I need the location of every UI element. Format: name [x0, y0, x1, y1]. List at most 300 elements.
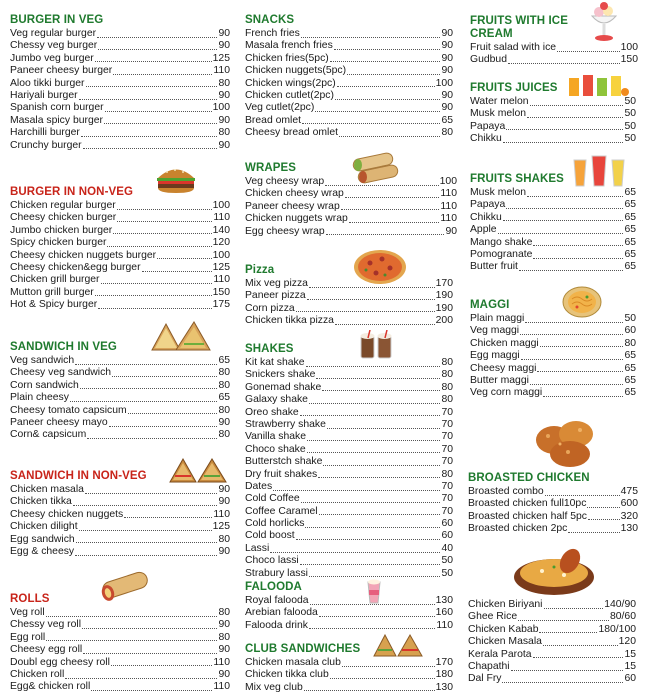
menu-item	[470, 121, 636, 133]
item-name: Falooda drink	[245, 619, 308, 631]
dot-leader	[95, 61, 212, 62]
dot-leader	[587, 507, 619, 508]
section-maggi	[470, 299, 636, 400]
item-price: 80	[441, 468, 453, 480]
item-price: 90	[441, 52, 453, 64]
item-name: Masala french fries	[245, 40, 333, 52]
item-price: 80	[441, 127, 453, 139]
item-price: 65	[624, 224, 636, 236]
item-name: Kit kat shake	[245, 357, 305, 368]
dot-leader	[334, 49, 441, 50]
menu-item	[470, 224, 636, 236]
item-price: 65	[624, 261, 636, 273]
dot-leader	[319, 514, 441, 515]
item-price: 90	[441, 102, 453, 114]
menu-item	[10, 392, 230, 404]
dot-leader	[315, 111, 440, 112]
dot-leader	[506, 208, 623, 209]
menu-item	[10, 78, 230, 90]
item-list	[245, 28, 453, 140]
dot-leader	[530, 384, 624, 385]
item-price: 110	[440, 213, 457, 225]
item-name: Paneer cheesy mayo	[10, 416, 108, 428]
dot-leader	[533, 245, 623, 246]
dot-leader	[83, 148, 218, 149]
menu-item	[470, 350, 636, 362]
menu-item	[245, 620, 453, 632]
item-price: 475	[620, 486, 638, 497]
item-name: Vanilla shake	[245, 431, 307, 443]
item-price: 110	[213, 65, 230, 77]
item-list	[470, 96, 636, 146]
item-price: 90	[218, 496, 230, 508]
dot-leader	[533, 657, 624, 658]
item-name: Cold Coffee	[245, 493, 300, 505]
burger-icon	[155, 165, 197, 200]
item-name: Crunchy burger	[10, 139, 82, 151]
item-name: Mix veg pizza	[245, 278, 308, 289]
menu-item	[470, 237, 636, 249]
dot-leader	[545, 495, 620, 496]
section-title: SANDWICH IN NON-VEG	[10, 470, 147, 482]
section-title: FALOODA	[245, 581, 302, 593]
item-list	[245, 595, 453, 632]
dot-leader	[304, 690, 435, 691]
item-name: Chicken fries(5pc)	[245, 52, 329, 64]
item-price: 80	[624, 337, 636, 349]
item-price: 65	[218, 355, 230, 366]
item-price: 110	[213, 508, 230, 520]
item-price: 130	[435, 681, 453, 693]
item-price: 110	[440, 188, 457, 200]
dot-leader	[107, 246, 211, 247]
menu-item	[10, 90, 230, 102]
menu-item	[468, 624, 636, 636]
menu-item	[10, 681, 230, 693]
menu-item	[10, 367, 230, 379]
dot-leader	[95, 295, 212, 296]
item-price: 80	[441, 369, 453, 381]
menu-item	[10, 40, 230, 52]
dot-leader	[508, 63, 620, 64]
item-price: 15	[624, 660, 636, 672]
menu-item	[245, 303, 453, 315]
item-name: Oreo shake	[245, 406, 299, 418]
menu-item	[10, 274, 230, 286]
dot-leader	[557, 51, 620, 52]
sundae-icon	[588, 0, 620, 47]
item-name: Mix veg club	[245, 681, 303, 693]
item-name: Doubl egg cheesy roll	[10, 656, 110, 668]
item-name: Veg regular burger	[10, 28, 97, 39]
item-price: 65	[624, 350, 636, 362]
dot-leader	[97, 37, 217, 38]
item-price: 90	[218, 416, 230, 428]
item-name: Musk melon	[470, 187, 527, 198]
menu-item	[10, 237, 230, 249]
dot-leader	[86, 86, 218, 87]
menu-item	[245, 444, 453, 456]
item-price: 190	[435, 290, 453, 302]
falooda-icon	[366, 578, 382, 609]
dot-leader	[568, 532, 619, 533]
item-list	[468, 486, 638, 536]
menu-item	[245, 28, 453, 40]
dot-leader	[527, 196, 623, 197]
menu-item	[10, 380, 230, 392]
item-price: 50	[624, 108, 636, 120]
item-price: 90	[218, 40, 230, 52]
menu-item	[468, 498, 638, 510]
item-name: French fries	[245, 28, 300, 39]
dot-leader	[273, 490, 440, 491]
item-price: 110	[213, 212, 230, 224]
item-list	[470, 187, 636, 274]
menu-item	[10, 225, 230, 237]
dot-leader	[527, 117, 623, 118]
menu-item	[10, 53, 230, 65]
item-price: 60	[441, 530, 453, 542]
item-price: 80	[218, 77, 230, 89]
menu-item	[245, 456, 453, 468]
section-pizza	[245, 264, 453, 328]
dot-leader	[327, 428, 441, 429]
dot-leader	[117, 209, 212, 210]
item-name: Cheesy egg roll	[10, 644, 83, 656]
item-price: 90	[218, 89, 230, 101]
dot-leader	[76, 542, 218, 543]
menu-item	[245, 506, 453, 518]
section-burger-nonveg	[10, 186, 230, 312]
section-title: SHAKES	[245, 343, 294, 355]
item-price: 70	[441, 431, 453, 443]
dot-leader	[347, 74, 440, 75]
item-name: Veg roll	[10, 607, 45, 618]
section-biriyani	[468, 598, 636, 686]
menu-item	[245, 53, 453, 65]
item-price: 80	[218, 533, 230, 545]
item-name: Paneer cheesy burger	[10, 65, 113, 77]
section-title: BURGER IN NON-VEG	[10, 186, 134, 198]
item-name: Chicken tikka pizza	[245, 315, 334, 327]
item-name: Choco lassi	[245, 555, 299, 567]
menu-item	[245, 431, 453, 443]
item-list	[470, 313, 636, 400]
menu-item	[470, 212, 636, 224]
roll-icon	[98, 565, 152, 610]
item-price: 120	[212, 237, 230, 249]
dot-leader	[307, 299, 435, 300]
item-name: Chapathi	[468, 660, 510, 672]
item-price: 125	[212, 521, 230, 533]
dot-leader	[330, 61, 441, 62]
menu-item	[468, 511, 638, 523]
section-title: FRUITS SHAKES	[470, 173, 564, 185]
dot-leader	[318, 477, 440, 478]
item-name: Strabury lassi	[245, 567, 308, 579]
menu-item	[245, 469, 453, 481]
dot-leader	[530, 105, 624, 106]
menu-item	[245, 419, 453, 431]
item-price: 90	[441, 28, 453, 39]
dot-leader	[85, 493, 218, 494]
item-price: 90	[218, 28, 230, 39]
item-price: 180	[435, 669, 453, 681]
item-price: 110	[213, 656, 230, 668]
dot-leader	[300, 415, 441, 416]
item-name: Chicken Biriyani	[468, 599, 543, 610]
item-price: 50	[624, 120, 636, 132]
item-price: 90	[218, 139, 230, 151]
dot-leader	[307, 440, 440, 441]
item-price: 100	[212, 249, 230, 261]
item-name: Spanish corn burger	[10, 102, 104, 114]
menu-item	[245, 518, 453, 530]
dot-leader	[124, 517, 212, 518]
item-price: 60	[624, 673, 636, 685]
dot-leader	[300, 564, 441, 565]
dot-leader	[113, 233, 211, 234]
item-name: Lassi	[245, 542, 270, 554]
item-price: 80	[218, 127, 230, 139]
broasted-chicken-icon	[530, 412, 602, 477]
item-name: Snickers shake	[245, 369, 316, 381]
menu-item	[245, 115, 453, 127]
item-name: Chicken Kabab	[468, 623, 539, 635]
item-name: Masala spicy burger	[10, 114, 103, 126]
section-title: ROLLS	[10, 593, 50, 605]
item-price: 80	[218, 631, 230, 643]
item-name: Chicken tikka	[10, 496, 72, 508]
dot-leader	[540, 346, 624, 347]
item-name: Chessy veg roll	[10, 619, 82, 631]
club-sandwich-icon	[372, 632, 424, 663]
section-title: Pizza	[245, 264, 275, 276]
item-price: 160	[435, 607, 453, 619]
menu-item	[468, 486, 638, 498]
dot-leader	[104, 123, 217, 124]
item-name: Bread omlet	[245, 114, 302, 126]
menu-item	[10, 546, 230, 558]
item-price: 170	[435, 657, 453, 668]
dot-leader	[506, 129, 623, 130]
menu-item	[245, 481, 453, 493]
item-price: 70	[441, 406, 453, 418]
item-price: 100	[435, 77, 453, 89]
menu-item	[245, 226, 457, 238]
item-name: Chikku	[470, 133, 502, 145]
item-price: 80	[218, 404, 230, 416]
menu-item	[245, 357, 453, 369]
menu-item	[10, 262, 230, 274]
dot-leader	[539, 632, 597, 633]
menu-item	[245, 278, 453, 290]
menu-item	[470, 375, 636, 387]
item-price: 130	[435, 595, 453, 606]
menu-item	[245, 382, 453, 394]
item-name: Chicken roll	[10, 668, 65, 680]
dot-leader	[81, 136, 218, 137]
item-name: Veg cutlet(2pc)	[245, 102, 315, 114]
item-price: 190	[435, 302, 453, 314]
dot-leader	[339, 136, 440, 137]
menu-item	[245, 555, 453, 567]
item-name: Broasted chicken half 5pc	[468, 510, 587, 522]
dot-leader	[82, 628, 217, 629]
item-list	[245, 278, 453, 328]
menu-item	[470, 199, 636, 211]
dot-leader	[79, 99, 218, 100]
item-price: 125	[212, 261, 230, 273]
item-list	[10, 607, 230, 694]
section-title: FRUITS JUICES	[470, 82, 558, 94]
item-name: Cheesy maggi	[470, 362, 537, 374]
item-list	[10, 355, 230, 442]
item-name: Egg roll	[10, 631, 46, 643]
item-name: Plain maggi	[470, 313, 525, 324]
dot-leader	[111, 665, 212, 666]
biriyani-icon	[512, 543, 596, 602]
dot-leader	[302, 123, 440, 124]
item-price: 80	[218, 429, 230, 441]
menu-item	[10, 669, 230, 681]
menu-item	[468, 523, 638, 535]
item-price: 110	[440, 200, 457, 212]
item-name: Egg cheesy wrap	[245, 225, 325, 237]
dot-leader	[519, 270, 624, 271]
dot-leader	[75, 555, 217, 556]
item-name: Hariyali burger	[10, 89, 78, 101]
dot-leader	[270, 552, 440, 553]
item-name: Chicken cutlet(2pc)	[245, 89, 334, 101]
item-price: 70	[441, 493, 453, 505]
menu-item	[245, 315, 453, 327]
item-name: Veg cheesy wrap	[245, 176, 325, 187]
item-price: 130	[620, 523, 638, 535]
section-falooda	[245, 581, 453, 632]
item-price: 70	[441, 505, 453, 517]
item-price: 320	[620, 510, 638, 522]
item-price: 90	[218, 484, 230, 495]
dot-leader	[157, 258, 212, 259]
menu-item	[10, 405, 230, 417]
item-price: 90	[218, 644, 230, 656]
dot-leader	[46, 616, 218, 617]
menu-item	[245, 188, 457, 200]
item-price: 170	[435, 278, 453, 289]
menu-item	[245, 669, 453, 681]
menu-item	[245, 65, 453, 77]
dot-leader	[117, 221, 212, 222]
menu-item	[468, 636, 636, 648]
item-name: Cold horlicks	[245, 518, 305, 530]
maggi-icon	[562, 285, 602, 324]
item-name: Paneer cheesy wrap	[245, 200, 340, 212]
item-name: Paneer pizza	[245, 290, 306, 302]
item-name: Veg maggi	[470, 325, 520, 337]
menu-item	[10, 140, 230, 152]
section-burger-veg	[10, 14, 230, 152]
menu-item	[245, 127, 453, 139]
menu-item	[470, 338, 636, 350]
nonveg-sandwich-icon	[168, 456, 228, 489]
fruit-shake-icon	[568, 152, 632, 193]
dot-leader	[301, 37, 441, 38]
item-name: Dates	[245, 480, 273, 492]
dot-leader	[544, 608, 604, 609]
dot-leader	[70, 401, 218, 402]
item-name: Cheesy chicken nuggets	[10, 508, 124, 520]
item-price: 100	[212, 200, 230, 211]
menu-item	[245, 213, 457, 225]
item-name: Chicken cheesy wrap	[245, 188, 344, 200]
dot-leader	[342, 666, 435, 667]
item-name: Butter fruit	[470, 261, 518, 273]
item-list	[10, 200, 230, 312]
item-name: Kerala Parota	[468, 648, 532, 660]
item-name: Spicy chicken burger	[10, 237, 107, 249]
section-title: BURGER IN VEG	[10, 14, 104, 26]
section-title-line2: CREAM	[470, 28, 513, 40]
dot-leader	[521, 359, 624, 360]
item-name: Arebian falooda	[245, 607, 318, 619]
dot-leader	[518, 620, 609, 621]
item-price: 65	[624, 362, 636, 374]
item-price: 65	[624, 211, 636, 223]
item-price: 80	[218, 367, 230, 379]
dot-leader	[112, 376, 217, 377]
dot-leader	[341, 209, 440, 210]
item-name: Cheesy chicken&egg burger	[10, 261, 141, 273]
menu-item	[245, 369, 453, 381]
menu-item	[10, 65, 230, 77]
item-name: Mango shake	[470, 236, 533, 248]
item-price: 100	[439, 176, 457, 187]
item-name: Papaya	[470, 199, 506, 211]
menu-item	[468, 661, 636, 673]
section-snacks	[245, 14, 453, 140]
wrap-icon	[350, 150, 402, 189]
item-price: 600	[620, 498, 638, 510]
item-name: Hot & Spicy burger	[10, 299, 98, 311]
item-name: Jumbo veg burger	[10, 52, 94, 64]
item-price: 65	[441, 114, 453, 126]
dot-leader	[537, 371, 623, 372]
item-name: Aloo tikki burger	[10, 77, 85, 89]
item-price: 50	[624, 313, 636, 324]
item-price: 140	[212, 224, 230, 236]
dot-leader	[316, 378, 440, 379]
dot-leader	[503, 220, 624, 221]
item-price: 60	[624, 325, 636, 337]
dot-leader	[296, 539, 441, 540]
dot-leader	[301, 502, 441, 503]
item-price: 140/90	[604, 599, 636, 610]
juice-icon	[565, 70, 629, 103]
item-price: 90	[218, 545, 230, 557]
menu-item	[245, 493, 453, 505]
dot-leader	[105, 111, 212, 112]
menu-item	[470, 387, 636, 399]
item-price: 15	[624, 648, 636, 660]
menu-item	[468, 599, 636, 611]
menu-item	[10, 417, 230, 429]
item-price: 65	[624, 387, 636, 399]
item-name: Chicken dilight	[10, 521, 78, 533]
dot-leader	[322, 390, 440, 391]
item-price: 65	[624, 374, 636, 386]
menu-item	[10, 429, 230, 441]
